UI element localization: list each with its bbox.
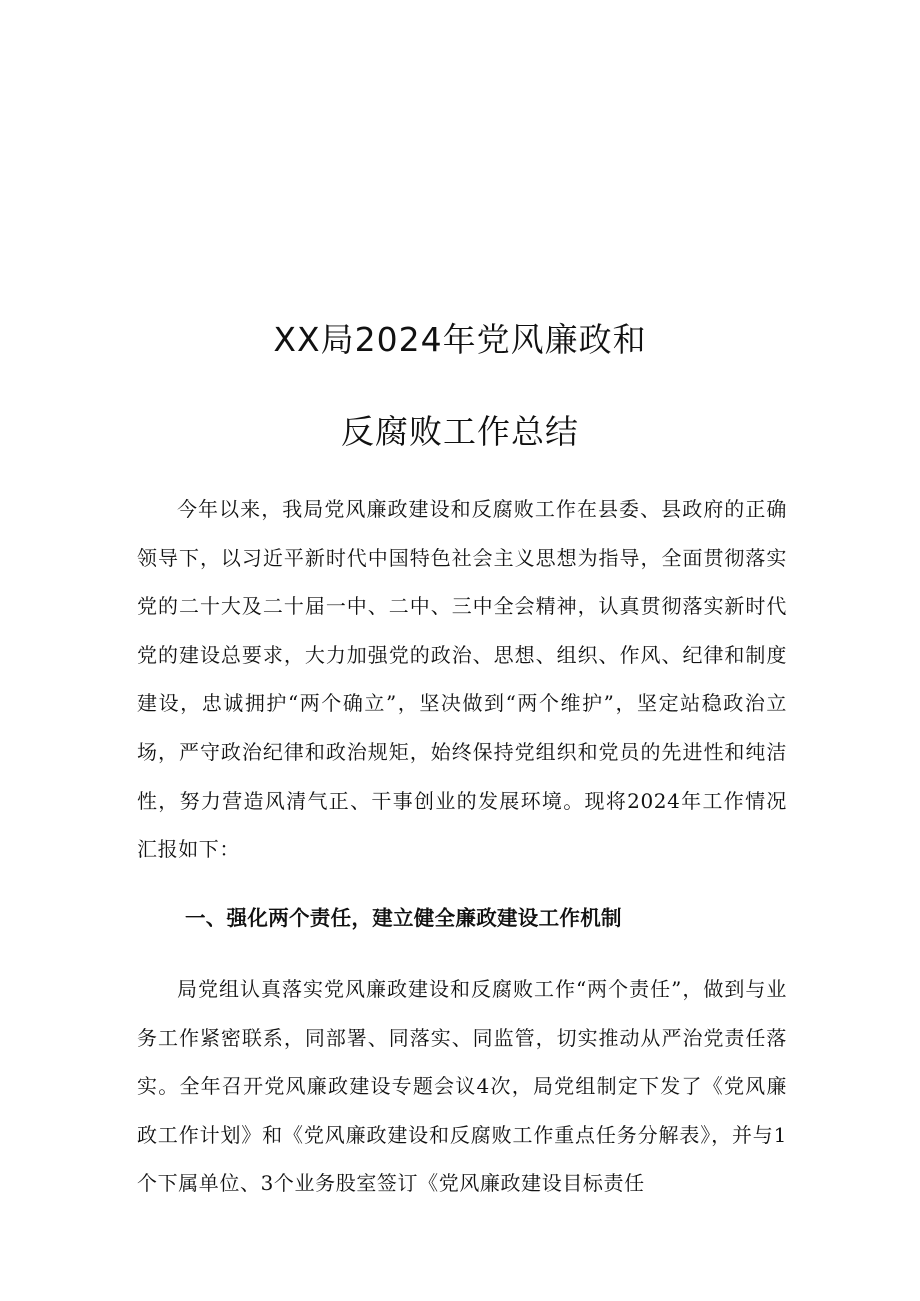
intro-paragraph: 今年以来，我局党风廉政建设和反腐败工作在县委、县政府的正确领导下，以习近平新时代中国特色社会主义思想为指导，全面贯彻落实党的二十大及二十届一中、二中、三中全会精神，认真贯彻落实新时代党的建设总要求，大力加强党的政治、思想、组织、作风、纪律和制度建设，忠诚拥护“两个确立”，坚决做到“两个维护”，坚定站稳政治立场，严守政治纪律和政治规矩，始终保持党组织和党员的先进性和纯洁性，努力营造风清气正、干事创业的发展环境。现将2024年工作情况汇报如下： — [137, 497, 787, 862]
document-title-line-2: 反腐败工作总结 — [341, 412, 579, 451]
section-1-heading: 一、强化两个责任，建立健全廉政建设工作机制 — [185, 906, 622, 930]
document-title-line-1: XX局2024年党风廉政和 — [273, 320, 647, 359]
section-1-paragraph: 局党组认真落实党风廉政建设和反腐败工作“两个责任”，做到与业务工作紧密联系，同部署、同落实、同监管，切实推动从严治党责任落实。全年召开党风廉政建设专题会议4次，局党组制定下发了《党风廉政工作计划》和《党风廉政建设和反腐败工作重点任务分解表》，并与1个下属单位、3个业务股室签订《党风廉政建设目标责任 — [137, 977, 787, 1196]
